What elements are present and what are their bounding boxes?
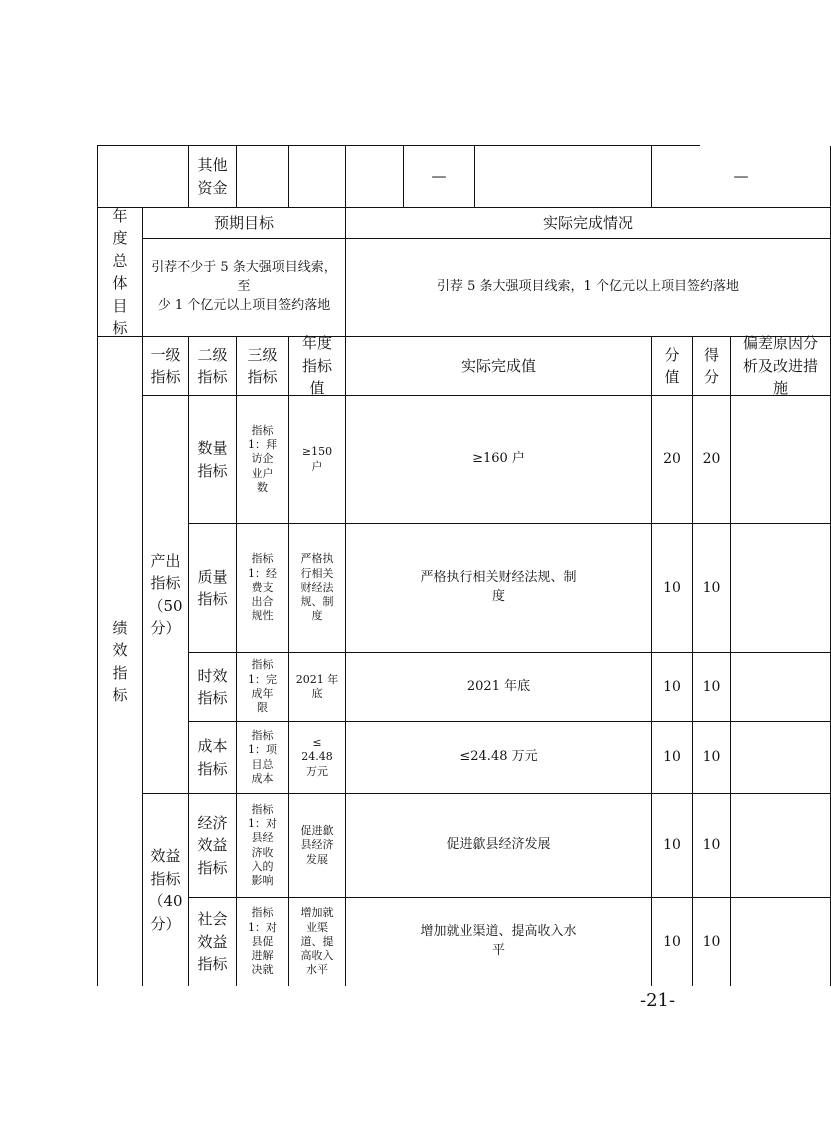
level2-cell: 数量 指标 [189,396,237,524]
output-indicators-label: 产出 指标 （50 分） [143,396,189,794]
got-score-cell: 10 [693,898,731,986]
annual-value-cell: 增加就 业渠 道、提 高收入 水平 [289,898,346,986]
level1-header: 一级 指标 [143,337,189,396]
top-dash-cell: — [652,146,831,208]
performance-table [97,145,818,986]
level3-cell: 指标 1：完 成年 限 [237,653,289,722]
level2-header: 二级 指标 [189,337,237,396]
other-funds-label: 其他 资金 [189,146,237,208]
annual-value-cell: 促进歙 县经济 发展 [289,794,346,898]
top-empty-cell [237,146,289,208]
deviation-cell [731,524,831,653]
top-empty-cell [289,146,346,208]
deviation-cell [731,396,831,524]
annual-value-cell: 2021 年 底 [289,653,346,722]
got-score-cell: 10 [693,653,731,722]
level2-cell: 质量 指标 [189,524,237,653]
score-header: 分 值 [652,337,693,396]
benefit-indicators-label: 效益 指标 （40 分） [143,794,189,986]
top-empty-cell [98,146,189,208]
page-number: -21- [640,990,676,1011]
score-cell: 10 [652,898,693,986]
got-score-cell: 10 [693,722,731,794]
got-score-cell: 10 [693,794,731,898]
performance-indicators-label: 绩 效 指 标 [98,337,143,986]
score-cell: 10 [652,653,693,722]
actual-value-cell: ≤24.48 万元 [346,722,652,794]
annual-value-cell: ≥150 户 [289,396,346,524]
expected-goal-text: 引荐不少于 5 条大强项目线索，至 少 1 个亿元以上项目签约落地 [143,239,346,337]
deviation-cell [731,898,831,986]
annual-value-cell: 严格执 行相关 财经法 规、制 度 [289,524,346,653]
level3-cell: 指标 1：项 目总 成本 [237,722,289,794]
top-dash-cell: — [404,146,475,208]
actual-completion-header: 实际完成情况 [346,208,831,239]
actual-value-cell: 2021 年底 [346,653,652,722]
got-score-cell: 10 [693,524,731,653]
score-cell: 10 [652,794,693,898]
level3-cell: 指标 1：对 县经 济收 入的 影响 [237,794,289,898]
got-score-cell: 20 [693,396,731,524]
got-score-header: 得 分 [693,337,731,396]
level3-cell: 指标 1：经 费支 出合 规性 [237,524,289,653]
annual-value-cell: ≤ 24.48 万元 [289,722,346,794]
level3-header: 三级 指标 [237,337,289,396]
score-cell: 10 [652,524,693,653]
deviation-cell [731,794,831,898]
score-cell: 10 [652,722,693,794]
score-cell: 20 [652,396,693,524]
actual-value-cell: 增加就业渠道、提高收入水 平 [346,898,652,986]
top-empty-cell [475,146,652,208]
actual-value-header: 实际完成值 [346,337,652,396]
deviation-cell [731,653,831,722]
actual-value-cell: ≥160 户 [346,396,652,524]
deviation-cell [731,722,831,794]
annual-goal-label: 年 度 总 体 目 标 [98,208,143,337]
actual-value-cell: 严格执行相关财经法规、制 度 [346,524,652,653]
deviation-header: 偏差原因分 析及改进措 施 [731,337,831,396]
actual-completion-text: 引荐 5 条大强项目线索，1 个亿元以上项目签约落地 [346,239,831,337]
level3-cell: 指标 1：拜 访企 业户 数 [237,396,289,524]
top-empty-cell [346,146,404,208]
level2-cell: 成本 指标 [189,722,237,794]
actual-value-cell: 促进歙县经济发展 [346,794,652,898]
expected-goal-header: 预期目标 [143,208,346,239]
level2-cell: 社会 效益 指标 [189,898,237,986]
annual-value-header: 年度 指标 值 [289,337,346,396]
level2-cell: 时效 指标 [189,653,237,722]
level2-cell: 经济 效益 指标 [189,794,237,898]
level3-cell: 指标 1：对 县促 进解 决就 [237,898,289,986]
